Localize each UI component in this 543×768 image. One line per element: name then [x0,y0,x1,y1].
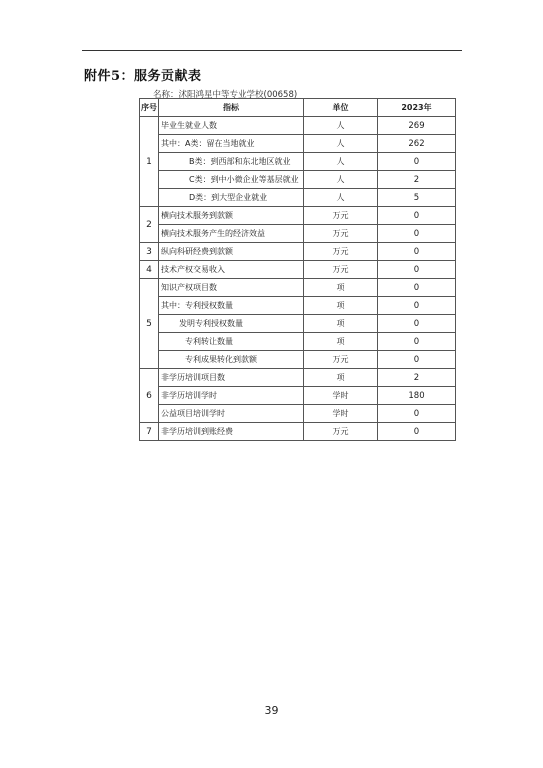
header-indicator: 指标 [159,99,304,117]
value-cell: 0 [378,207,456,225]
table-row [140,171,456,189]
table-row [140,207,456,225]
row-number: 5 [140,279,159,369]
indicator-cell: C类：到中小微企业等基层就业 [159,171,304,189]
table-row [140,369,456,387]
indicator-cell: D类：到大型企业就业 [159,189,304,207]
header-unit: 单位 [304,99,378,117]
unit-cell: 项 [304,333,378,351]
watermark: ​ [95,151,105,164]
unit-cell: 万元 [304,351,378,369]
row-number: 2 [140,207,159,243]
row-number: 1 [140,117,159,207]
unit-cell: 人 [304,171,378,189]
indicator-cell: 知识产权项目数 [159,279,304,297]
value-cell: 0 [378,423,456,441]
unit-cell: 人 [304,117,378,135]
unit-cell: 人 [304,135,378,153]
indicator-cell: 公益项目培训学时 [159,405,304,423]
value-cell: 5 [378,189,456,207]
value-cell: 0 [378,297,456,315]
table-row [140,423,456,441]
unit-cell: 万元 [304,207,378,225]
indicator-cell: 技术产权交易收入 [159,261,304,279]
indicator-cell: 横向技术服务产生的经济效益 [159,225,304,243]
unit-cell: 万元 [304,423,378,441]
indicator-cell: 纵向科研经费到款额 [159,243,304,261]
value-cell: 0 [378,261,456,279]
indicator-cell: B类：到西部和东北地区就业 [159,153,304,171]
page-heading: 附件5：服务贡献表 [84,69,202,84]
value-cell: 0 [378,351,456,369]
value-cell: 0 [378,279,456,297]
indicator-cell: 横向技术服务到款额 [159,207,304,225]
unit-cell: 学时 [304,405,378,423]
unit-cell: 万元 [304,243,378,261]
value-cell: 0 [378,315,456,333]
indicator-cell: 毕业生就业人数 [159,117,304,135]
value-cell: 2 [378,369,456,387]
unit-cell: 项 [304,369,378,387]
indicator-cell: 非学历培训学时 [159,387,304,405]
table-row [140,243,456,261]
indicator-cell: 专利转让数量 [159,333,304,351]
indicator-cell: 发明专利授权数量 [159,315,304,333]
unit-cell: 学时 [304,387,378,405]
table-body [140,117,456,441]
table-row [140,225,456,243]
value-cell: 180 [378,387,456,405]
table-row [140,135,456,153]
indicator-cell: 非学历培训到账经费 [159,423,304,441]
value-cell: 0 [378,243,456,261]
value-cell: 269 [378,117,456,135]
value-cell: 2 [378,171,456,189]
service-contribution-table [139,98,456,441]
table-header-row [140,99,456,117]
unit-cell: 项 [304,279,378,297]
unit-cell: 项 [304,315,378,333]
table-row [140,333,456,351]
value-cell: 0 [378,153,456,171]
value-cell: 0 [378,405,456,423]
indicator-cell: 其中：A类：留在当地就业 [159,135,304,153]
value-cell: 0 [378,225,456,243]
row-number: 6 [140,369,159,423]
row-number: 4 [140,261,159,279]
row-number: 3 [140,243,159,261]
unit-cell: 万元 [304,261,378,279]
value-cell: 262 [378,135,456,153]
table-row [140,387,456,405]
header-no: 序号 [140,99,159,117]
header-year: 2023年 [378,99,456,117]
page-number: 39 [264,704,279,717]
unit-cell: 人 [304,189,378,207]
value-cell: 0 [378,333,456,351]
table-row [140,261,456,279]
table-row [140,153,456,171]
table-row [140,279,456,297]
table-row [140,189,456,207]
table-row [140,117,456,135]
unit-cell: 人 [304,153,378,171]
table-row [140,315,456,333]
row-number: 7 [140,423,159,441]
indicator-cell: 非学历培训项目数 [159,369,304,387]
table-row [140,351,456,369]
table-row [140,297,456,315]
unit-cell: 项 [304,297,378,315]
indicator-cell: 其中：专利授权数量 [159,297,304,315]
indicator-cell: 专利成果转化到款额 [159,351,304,369]
top-rule [82,50,462,51]
school-name: 名称：沭阳鸿星中等专业学校(00658) [153,90,298,100]
table-row [140,405,456,423]
unit-cell: 万元 [304,225,378,243]
